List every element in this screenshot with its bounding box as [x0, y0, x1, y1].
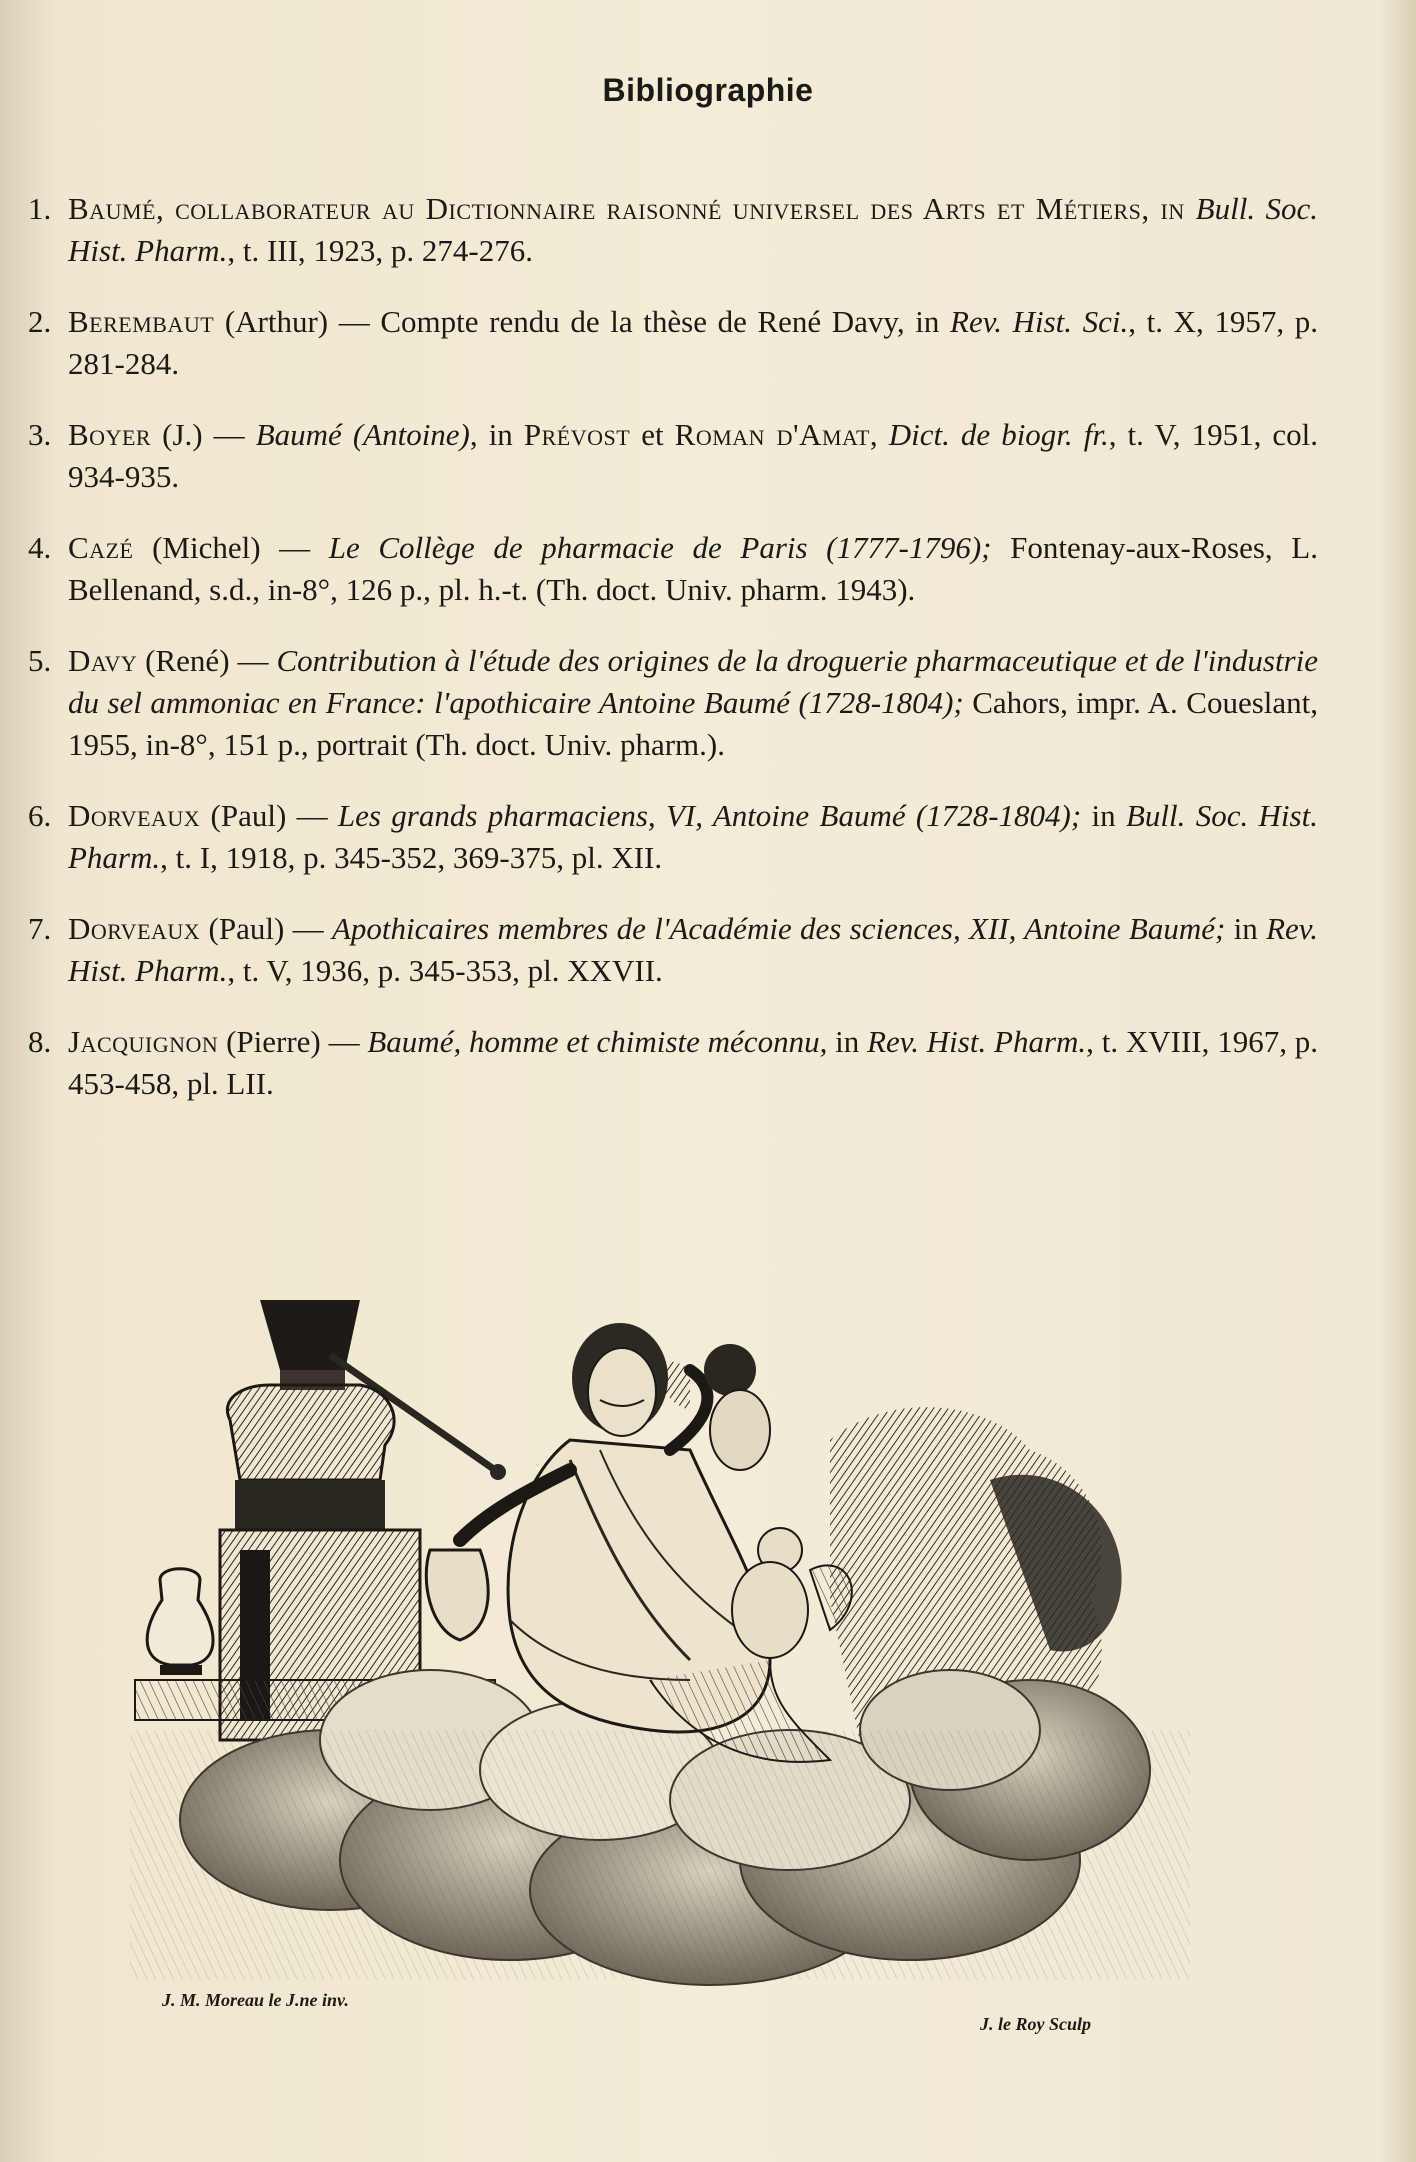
entry-title: Baumé, homme et chimiste méconnu,	[367, 1024, 828, 1059]
entry-number: 6.	[28, 798, 52, 833]
entry-author: Davy	[68, 643, 138, 678]
entry-name: (J.) —	[151, 417, 256, 452]
entry-name: (Paul) —	[200, 798, 338, 833]
list-item	[28, 301, 1318, 385]
entry-tail: , t. X, 1957, p. 281-284.	[68, 304, 1319, 381]
engraving-signature-left: J. M. Moreau le J.ne inv.	[162, 1990, 349, 2010]
bibliography-list	[28, 188, 1318, 1134]
entry-editor: Prévost	[523, 417, 631, 452]
entry-tail: , t. XVIII, 1967, p. 453-458, pl. LII.	[68, 1024, 1319, 1101]
entry-journal: Rev. Hist. Pharm.	[68, 911, 1318, 988]
entry-name: (Michel) —	[133, 530, 329, 565]
entry-mid: in	[827, 1024, 868, 1059]
entry-author: Baumé	[68, 191, 156, 226]
entry-text: , collaborateur au Dictionnaire raisonné universel des Arts et Métiers, in	[155, 191, 1196, 226]
entry-title: Les grands pharmaciens, VI, Antoine Baumé (1728-1804);	[337, 798, 1082, 833]
entry-sep: ,	[869, 417, 889, 452]
entry-journal: Rev. Hist. Pharm.	[867, 1024, 1087, 1059]
entry-journal: Bull. Soc. Hist. Pharm.	[68, 191, 1318, 268]
entry-title: Baumé (Antoine)	[255, 417, 470, 452]
entry-author: Berembaut	[68, 304, 215, 339]
entry-author: Dorveaux	[68, 911, 201, 946]
entry-journal: Rev. Hist. Sci.	[950, 304, 1129, 339]
entry-tail: Cahors, impr. A. Coueslant, 1955, in-8°, 151 p., portrait (Th. doct. Univ. pharm.).	[68, 685, 1319, 762]
list-item	[28, 908, 1318, 992]
entry-mid: in	[1081, 798, 1126, 833]
engraving-vignette	[130, 1300, 1190, 2060]
entry-number: 8.	[28, 1024, 52, 1059]
entry-journal: Bull. Soc. Hist. Pharm.	[68, 798, 1318, 875]
entry-name: (Pierre) —	[218, 1024, 368, 1059]
list-item	[28, 414, 1318, 498]
entry-number: 3.	[28, 417, 52, 452]
entry-name: (Paul) —	[200, 911, 332, 946]
entry-tail: , t. V, 1951, col. 934-935.	[68, 417, 1318, 494]
entry-number: 2.	[28, 304, 52, 339]
entry-journal: Dict. de biogr. fr.	[888, 417, 1109, 452]
entry-author: Cazé	[68, 530, 134, 565]
entry-number: 1.	[28, 191, 52, 226]
entry-name: (Arthur) —	[214, 304, 381, 339]
entry-mid2: et	[630, 417, 675, 452]
entry-text: Compte rendu de la thèse de René Davy, in	[380, 304, 951, 339]
alembic	[227, 1385, 394, 1480]
page-title: Bibliographie	[602, 72, 814, 108]
entry-tail: , t. III, 1923, p. 274-276.	[227, 233, 533, 268]
mortar	[260, 1300, 360, 1370]
entry-author: Jacquignon	[68, 1024, 219, 1059]
entry-mid: , in	[469, 417, 524, 452]
list-item	[28, 640, 1318, 766]
entry-title: Apothicaires membres de l'Académie des sciences, XII, Antoine Baumé;	[331, 911, 1226, 946]
entry-number: 4.	[28, 530, 52, 565]
list-item	[28, 527, 1318, 611]
entry-author: Dorveaux	[68, 798, 201, 833]
engraving-signature-right: J. le Roy Sculp	[980, 2014, 1091, 2034]
entry-title: Contribution à l'étude des origines de la droguerie pharmaceutique et de l'industrie du sel ammoniac en France: l'apothicaire Antoine Baumé (1728-1804);	[68, 643, 1318, 720]
entry-number: 5.	[28, 643, 52, 678]
entry-editor-2: Roman d'Amat	[674, 417, 870, 452]
entry-number: 7.	[28, 911, 52, 946]
entry-name: (René) —	[137, 643, 277, 678]
engraving-illustration	[130, 1300, 1190, 2060]
entry-tail: , t. V, 1936, p. 345-353, pl. XXVII.	[227, 953, 663, 988]
flask	[147, 1569, 213, 1665]
entry-mid: in	[1225, 911, 1267, 946]
list-item	[28, 1021, 1318, 1105]
list-item	[28, 188, 1318, 272]
list-item	[28, 795, 1318, 879]
entry-author: Boyer	[68, 417, 152, 452]
entry-tail: , t. I, 1918, p. 345-352, 369-375, pl. XII.	[160, 840, 663, 875]
entry-tail: Fontenay-aux-Roses, L. Bellenand, s.d., in-8°, 126 p., pl. h.-t. (Th. doct. Univ. pharm. 1943).	[68, 530, 1318, 607]
entry-title: Le Collège de pharmacie de Paris (1777-1796);	[328, 530, 992, 565]
